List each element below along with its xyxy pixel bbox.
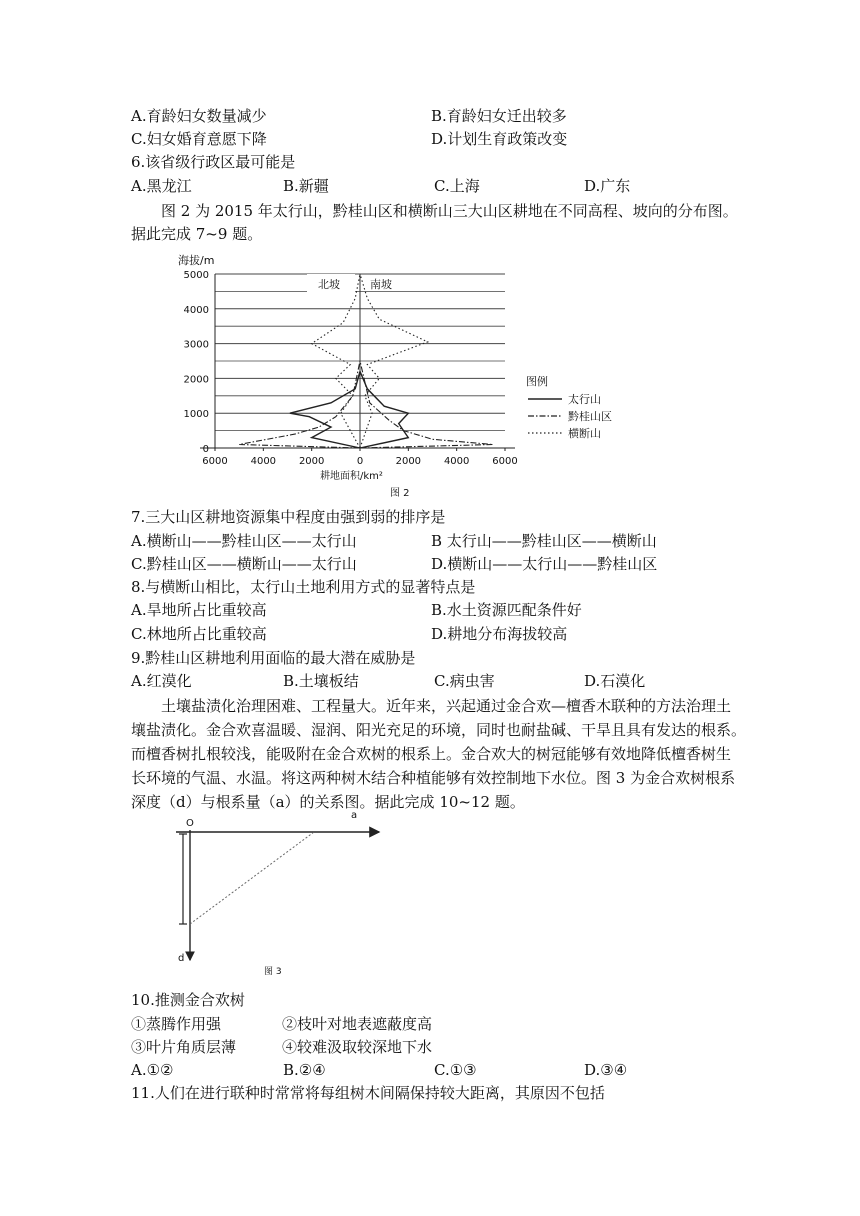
series-line-1-south bbox=[360, 361, 493, 448]
south-slope-label: 南坡 bbox=[370, 278, 392, 291]
q7-option-c: C.黔桂山区——横断山——太行山 bbox=[131, 555, 357, 573]
x-tick-label: 2000 bbox=[395, 456, 422, 467]
q9-option-b: B.土壤板结 bbox=[283, 672, 359, 690]
a-axis-label: a bbox=[351, 810, 358, 821]
x-ticks bbox=[202, 448, 517, 467]
north-slope-label: 北坡 bbox=[318, 278, 340, 291]
x-tick-label: 4000 bbox=[443, 456, 470, 467]
q10-option-b: B.②④ bbox=[283, 1061, 326, 1079]
y-ticks bbox=[184, 270, 209, 455]
q8-stem: 8.与横断山相比，太行山土地利用方式的显著特点是 bbox=[131, 578, 476, 596]
x-tick-label: 4000 bbox=[250, 456, 277, 467]
fig3-intro-line1: 土壤盐渍化治理困难、工程量大。近年来，兴起通过金合欢—檀香木联种的方法治理土 bbox=[161, 697, 732, 715]
fig2-intro-line1: 图 2 为 2015 年太行山，黔桂山区和横断山三大山区耕地在不同高程、坡向的分布图。 bbox=[161, 202, 738, 220]
legend-label-hengduan: 横断山 bbox=[568, 427, 601, 440]
q9-option-a: A.红漠化 bbox=[131, 672, 192, 690]
d-axis-label: d bbox=[178, 953, 185, 964]
q10-statement-2: ②枝叶对地表遮蔽度高 bbox=[282, 1015, 433, 1033]
q7-option-a: A.横断山——黔桂山区——太行山 bbox=[131, 532, 357, 550]
legend-label-taihang: 太行山 bbox=[568, 393, 601, 406]
series-line-1-north bbox=[239, 361, 360, 448]
q9-stem: 9.黔桂山区耕地利用面临的最大潜在威胁是 bbox=[131, 649, 416, 667]
x-tick-label: 6000 bbox=[492, 456, 518, 467]
q6-option-a: A.黑龙江 bbox=[131, 177, 192, 195]
figure-2-chart bbox=[170, 246, 640, 504]
x-tick-label: 6000 bbox=[202, 456, 228, 467]
x-tick-label: 0 bbox=[356, 456, 364, 467]
q10-option-a: A.①② bbox=[131, 1061, 174, 1079]
origin-label: O bbox=[186, 818, 194, 829]
q8-option-a: A.旱地所占比重较高 bbox=[131, 601, 267, 619]
q6-option-b: B.新疆 bbox=[283, 177, 329, 195]
q10-option-d: D.③④ bbox=[584, 1061, 628, 1079]
series-line-0-south bbox=[360, 371, 408, 448]
figure-2-caption: 图 2 bbox=[390, 488, 410, 499]
q5-option-d: D.计划生育政策改变 bbox=[431, 130, 568, 148]
y-tick-label: 5000 bbox=[183, 270, 209, 281]
q8-option-c: C.林地所占比重较高 bbox=[131, 625, 267, 643]
q10-stem: 10.推测金合欢树 bbox=[131, 991, 245, 1009]
q5-option-a: A.育龄妇女数量减少 bbox=[131, 107, 267, 125]
legend bbox=[526, 374, 612, 440]
y-tick-label: 4000 bbox=[183, 304, 209, 316]
x-tick-label: 2000 bbox=[298, 456, 325, 467]
fig3-intro-line2: 壤盐渍化。金合欢喜温暖、湿润、阳光充足的环境，同时也耐盐碱、干旱且具有发达的根系。 bbox=[131, 721, 747, 739]
root-relationship-line bbox=[190, 832, 314, 924]
q10-statement-3: ③叶片角质层薄 bbox=[131, 1038, 237, 1056]
q7-option-b: B 太行山——黔桂山区——横断山 bbox=[431, 532, 657, 550]
q6-option-c: C.上海 bbox=[434, 177, 480, 195]
q7-option-d: D.横断山——太行山——黔桂山区 bbox=[431, 555, 658, 573]
q6-option-d: D.广东 bbox=[584, 177, 631, 195]
fig3-intro-line5: 深度（d）与根系量（a）的关系图。据此完成 10~12 题。 bbox=[131, 793, 525, 811]
y-tick-label: 0 bbox=[202, 444, 209, 455]
x-axis-title: 耕地面积/km² bbox=[320, 471, 383, 482]
q5-option-c: C.妇女婚育意愿下降 bbox=[131, 130, 267, 148]
q10-statement-1: ①蒸腾作用强 bbox=[131, 1015, 222, 1033]
q11-stem: 11.人们在进行联种时常常将每组树木间隔保持较大距离，其原因不包括 bbox=[131, 1084, 605, 1102]
q10-statement-4: ④较难汲取较深地下水 bbox=[282, 1038, 433, 1056]
legend-title: 图例 bbox=[526, 375, 548, 388]
series-line-0-north bbox=[290, 371, 360, 448]
fig3-intro-line4: 长环境的气温、水温。将这两种树木结合种植能够有效控制地下水位。图 3 为金合欢树根系 bbox=[131, 769, 736, 787]
q10-option-c: C.①③ bbox=[434, 1061, 477, 1079]
fig2-intro-line2: 据此完成 7~9 题。 bbox=[131, 225, 263, 243]
figure-3-diagram bbox=[166, 808, 396, 980]
y-tick-label: 2000 bbox=[183, 374, 209, 386]
q5-option-b: B.育龄妇女迁出较多 bbox=[431, 107, 567, 125]
q9-option-d: D.石漠化 bbox=[584, 672, 646, 690]
y-axis-title: 海拔/m bbox=[178, 254, 215, 267]
q6-stem: 6.该省级行政区最可能是 bbox=[131, 153, 296, 171]
legend-label-qiangui: 黔桂山区 bbox=[568, 410, 612, 423]
q8-option-d: D.耕地分布海拔较高 bbox=[431, 625, 568, 643]
fig3-intro-line3: 而檀香树扎根较浅，能吸附在金合欢树的根系上。金合欢大的树冠能够有效地降低檀香树生 bbox=[131, 745, 732, 763]
q7-stem: 7.三大山区耕地资源集中程度由强到弱的排序是 bbox=[131, 508, 446, 526]
y-grid bbox=[200, 274, 515, 448]
figure-3-caption: 图 3 bbox=[264, 967, 282, 977]
y-tick-label: 1000 bbox=[183, 409, 209, 421]
q9-option-c: C.病虫害 bbox=[434, 672, 495, 690]
y-tick-label: 3000 bbox=[183, 339, 209, 351]
q8-option-b: B.水土资源匹配条件好 bbox=[431, 601, 582, 619]
